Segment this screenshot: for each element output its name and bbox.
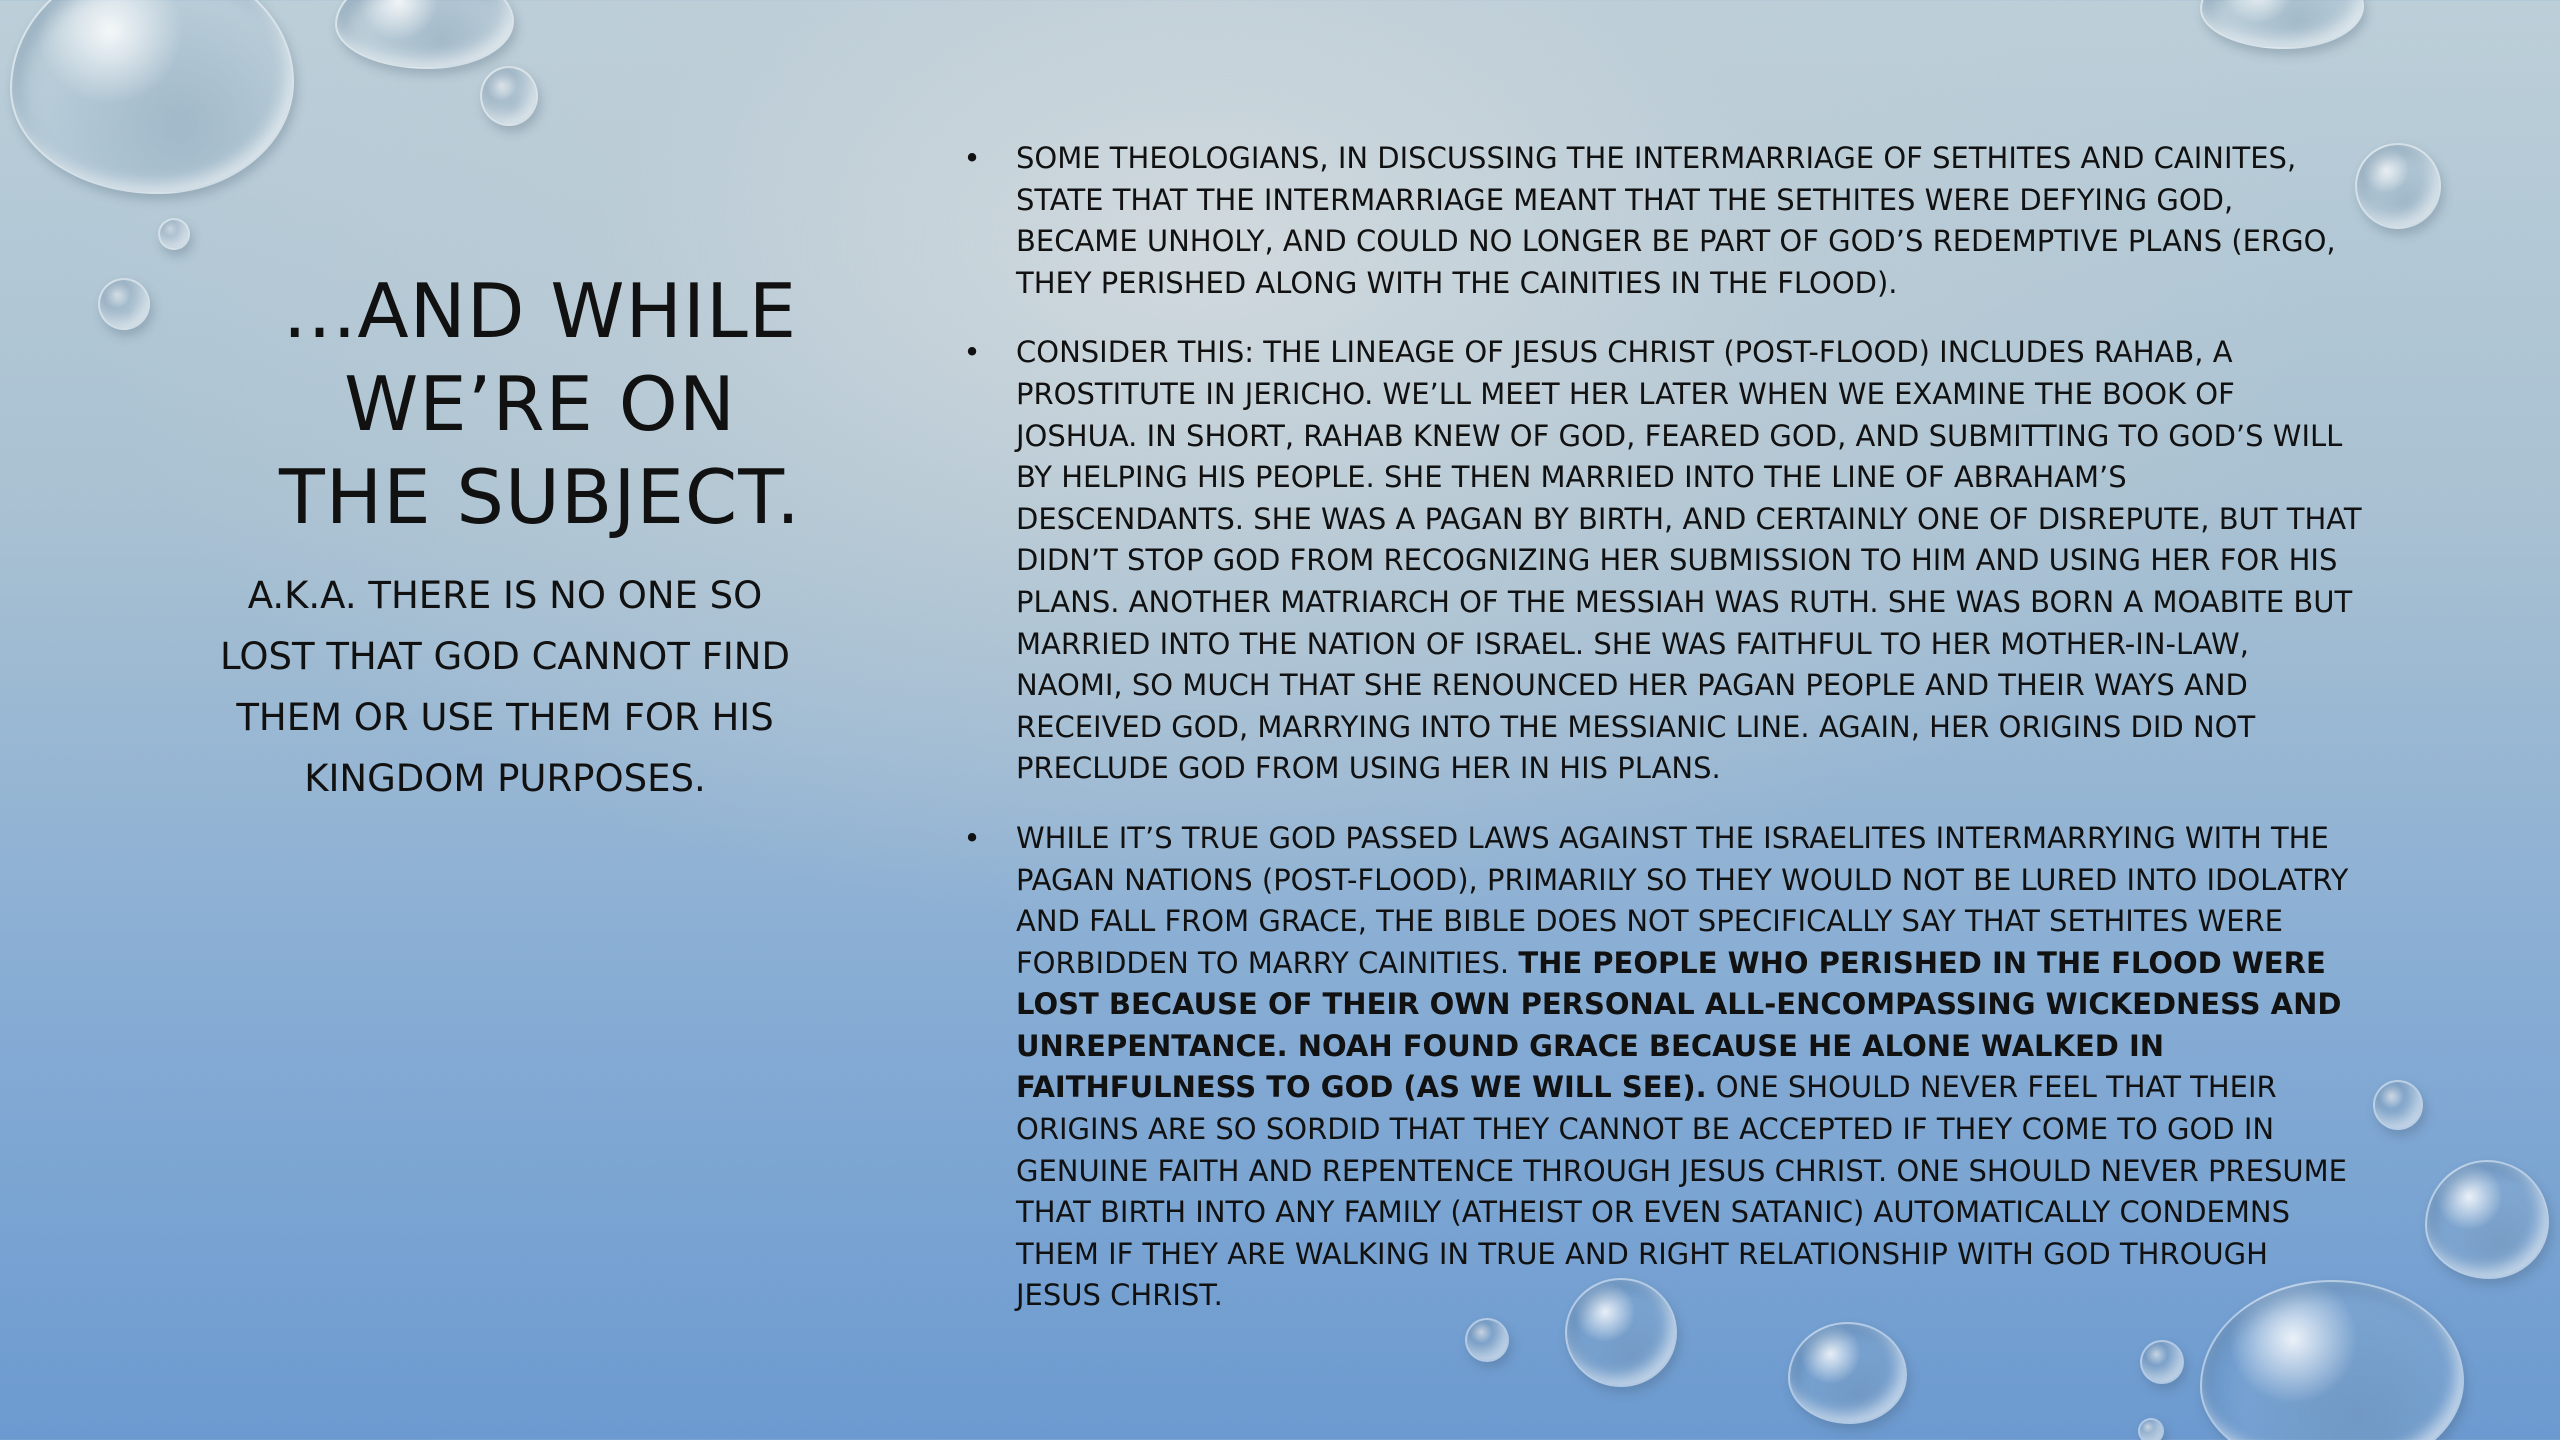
water-droplet-decoration	[2138, 1418, 2164, 1440]
bullet-text: SOME THEOLOGIANS, IN DISCUSSING THE INTERMARRIAGE OF SETHITES AND CAINITES, STATE THAT THE INTERMARRIAGE MEANT THAT THE SETHITES WERE DEFYING GOD, BECAME UNHOLY, AND COULD NO LONGER BE PART OF GOD’S REDEMPTIVE PLANS (ERGO, THEY PERISHED ALONG WITH THE CAINITIES IN THE FLOOD).	[1016, 141, 2336, 300]
bullet-text-regular: ONE SHOULD NEVER FEEL THAT THEIR ORIGINS ARE SO SORDID THAT THEY CANNOT BE ACCEPTED IF THEY COME TO GOD IN GENUINE FAITH AND REPENTENCE THROUGH JESUS CHRIST. ONE SHOULD NEVER PRESUME THAT BIRTH INTO ANY FAMILY (ATHEIST OR EVEN SATANIC) AUTOMATICALLY CONDEMNS THEM IF THEY ARE WALKING IN TRUE AND RIGHT RELATIONSHIP WITH GOD THROUGH JESUS CHRIST.	[1016, 1070, 2347, 1313]
bullet-text: CONSIDER THIS: THE LINEAGE OF JESUS CHRIST (POST-FLOOD) INCLUDES RAHAB, A PROSTITUTE IN JERICHO. WE’LL MEET HER LATER WHEN WE EXAMINE THE BOOK OF JOSHUA. IN SHORT, RAHAB KNEW OF GOD, FEARED GOD, AND SUBMITTING TO GOD’S WILL BY HELPING HIS PEOPLE. SHE THEN MARRIED INTO THE LINE OF ABRAHAM’S DESCENDANTS. SHE WAS A PAGAN BY BIRTH, AND CERTAINLY ONE OF DISREPUTE, BUT THAT DIDN’T STOP GOD FROM RECOGNIZING HER SUBMISSION TO HIM AND USING HER FOR HIS PLANS. ANOTHER MATRIARCH OF THE MESSIAH WAS RUTH. SHE WAS BORN A MOABITE BUT MARRIED INTO THE NATION OF ISRAEL. SHE WAS FAITHFUL TO HER MOTHER-IN-LAW, NAOMI, SO MUCH THAT SHE RENOUNCED HER PAGAN PEOPLE AND THEIR WAYS AND RECEIVED GOD, MARRYING INTO THE MESSIANIC LINE. AGAIN, HER ORIGINS DID NOT PRECLUDE GOD FROM USING HER IN HIS PLANS.	[1016, 335, 2362, 786]
water-droplet-decoration	[2140, 1340, 2184, 1384]
bullet-item	[962, 138, 2362, 304]
water-droplet-decoration	[158, 218, 190, 250]
water-droplet-decoration	[2200, 0, 2364, 49]
water-droplet-decoration	[335, 0, 514, 69]
slide-subtitle: A.K.A. THERE IS NO ONE SO LOST THAT GOD CANNOT FIND THEM OR USE THEM FOR HIS KINGDOM PURPOSES.	[220, 574, 790, 800]
water-droplet-decoration	[2355, 143, 2441, 229]
bullet-dot: •	[963, 141, 981, 175]
water-droplet-decoration	[480, 66, 538, 126]
bullet-item	[962, 818, 2362, 1317]
bullet-list	[962, 138, 2362, 1345]
water-droplet-decoration	[10, 0, 294, 194]
bullet-text-regular: WHILE IT’S TRUE GOD PASSED LAWS AGAINST THE ISRAELITES INTERMARRYING WITH THE PAGAN NATIONS (POST-FLOOD), PRIMARILY SO THEY WOULD NOT BE LURED INTO IDOLATRY AND FALL FROM GRACE, THE BIBLE DOES NOT SPECIFICALLY SAY THAT SETHITES WERE FORBIDDEN TO MARRY CAINITIES.	[1016, 820, 2349, 980]
water-droplet-decoration	[2373, 1080, 2423, 1130]
bullet-text-emphasis: THE PEOPLE WHO PERISHED IN THE FLOOD WERE LOST BECAUSE OF THEIR OWN PERSONAL ALL-ENCOMPASSING WICKEDNESS AND UNREPENTANCE. NOAH FOUND GRACE BECAUSE HE ALONE WALKED IN FAITHFULNESS TO GOD (AS WE WILL SEE).	[1016, 945, 2342, 1105]
bullet-dot: •	[963, 335, 981, 370]
slide-title: ...AND WHILE WE’RE ON THE SUBJECT.	[278, 267, 802, 541]
bullet-dot: •	[963, 820, 981, 855]
water-droplet-decoration	[98, 278, 150, 330]
bullet-item	[962, 332, 2362, 790]
water-droplet-decoration	[2425, 1160, 2549, 1279]
